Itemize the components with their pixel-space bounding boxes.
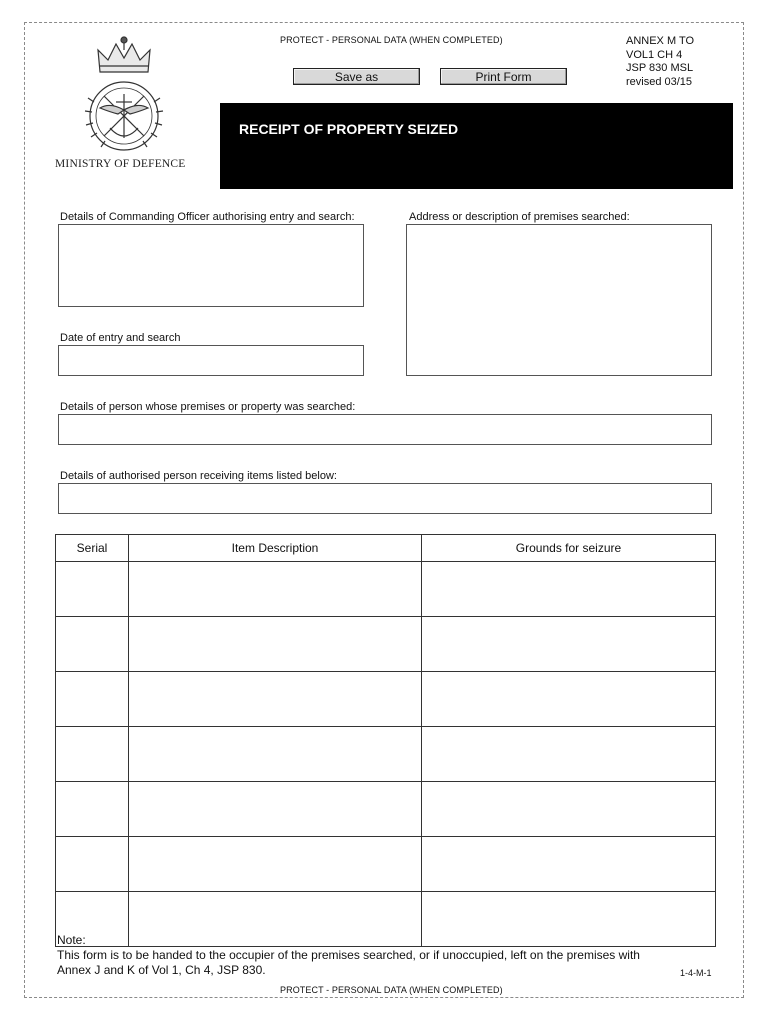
grounds-cell[interactable] (422, 727, 716, 782)
protect-marking-top: PROTECT - PERSONAL DATA (WHEN COMPLETED) (280, 35, 503, 45)
table-row (56, 837, 716, 892)
person-searched-field[interactable] (58, 414, 712, 445)
note-text-line: This form is to be handed to the occupier of the premises searched, or if unoccupied, left on the premises with (57, 948, 640, 962)
grounds-cell[interactable] (422, 837, 716, 892)
date-field[interactable] (58, 345, 364, 376)
item-description-cell[interactable] (129, 672, 422, 727)
serial-cell[interactable] (56, 562, 129, 617)
annex-line: revised 03/15 (626, 75, 693, 88)
annex-line: VOL1 CH 4 (626, 48, 683, 61)
serial-cell[interactable] (56, 782, 129, 837)
grounds-cell[interactable] (422, 617, 716, 672)
print-form-button[interactable]: Print Form (440, 68, 567, 85)
item-description-cell[interactable] (129, 782, 422, 837)
table-row (56, 617, 716, 672)
person-searched-label: Details of person whose premises or property was searched: (60, 401, 356, 413)
serial-header: Serial (56, 535, 129, 562)
grounds-header: Grounds for seizure (422, 535, 716, 562)
item-description-header: Item Description (129, 535, 422, 562)
commanding-officer-field[interactable] (58, 224, 364, 307)
serial-cell[interactable] (56, 617, 129, 672)
annex-line: ANNEX M TO (626, 35, 695, 47)
item-description-cell[interactable] (129, 562, 422, 617)
serial-cell[interactable] (56, 837, 129, 892)
table-row (56, 727, 716, 782)
serial-cell[interactable] (56, 672, 129, 727)
authorised-person-label: Details of authorised person receiving items listed below: (60, 470, 337, 482)
items-table (55, 534, 716, 947)
commanding-officer-label: Details of Commanding Officer authorising entry and search: (60, 211, 355, 223)
title-block (220, 103, 733, 189)
protect-marking-bottom: PROTECT - PERSONAL DATA (WHEN COMPLETED) (280, 985, 503, 995)
form-title: RECEIPT OF PROPERTY SEIZED (239, 121, 459, 137)
item-description-cell[interactable] (129, 727, 422, 782)
organisation-name: MINISTRY OF DEFENCE (55, 158, 186, 170)
serial-cell[interactable] (56, 727, 129, 782)
address-field[interactable] (406, 224, 712, 376)
authorised-person-field[interactable] (58, 483, 712, 514)
page-code: 1-4-M-1 (680, 968, 712, 978)
save-as-button[interactable]: Save as (293, 68, 420, 85)
table-row (56, 672, 716, 727)
grounds-cell[interactable] (422, 562, 716, 617)
item-description-cell[interactable] (129, 617, 422, 672)
date-label: Date of entry and search (60, 332, 181, 344)
note-block (57, 933, 697, 978)
address-label: Address or description of premises searched: (409, 211, 630, 223)
note-title: Note: (57, 933, 86, 947)
grounds-cell[interactable] (422, 672, 716, 727)
grounds-cell[interactable] (422, 782, 716, 837)
annex-line: JSP 830 MSL (626, 62, 694, 74)
table-row (56, 562, 716, 617)
note-text-line: Annex J and K of Vol 1, Ch 4, JSP 830. (57, 963, 266, 977)
item-description-cell[interactable] (129, 837, 422, 892)
table-header-row (56, 535, 716, 562)
annex-reference (626, 35, 694, 89)
table-row (56, 782, 716, 837)
ministry-of-defence-crest-icon (60, 32, 190, 172)
